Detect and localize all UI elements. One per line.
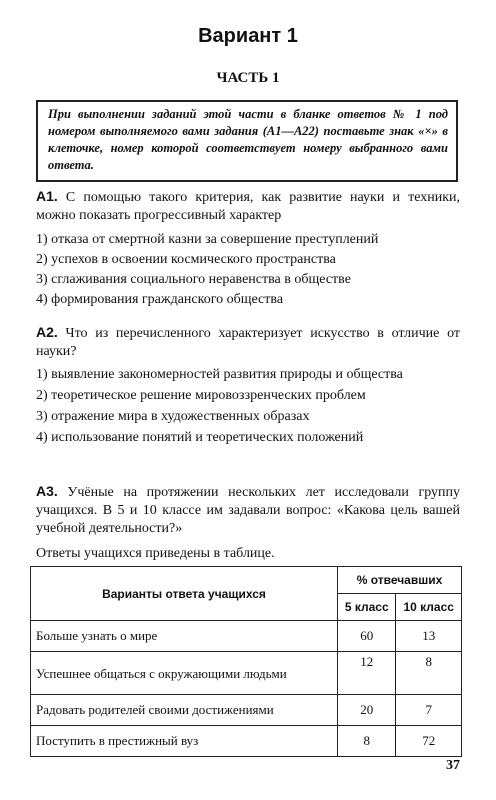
grade10-cell: 72	[396, 726, 462, 757]
grade10-cell: 8	[396, 652, 462, 695]
grade10-header: 10 класс	[396, 594, 462, 621]
a1-option-4: 4) формирования гражданского общества	[36, 292, 284, 307]
grade5-cell: 12	[338, 652, 396, 695]
a2-option-3: 3) отражение мира в художественных образах	[36, 409, 310, 424]
question-a2	[36, 323, 460, 450]
question-a2-label: А2.	[36, 324, 58, 340]
grade5-cell: 60	[338, 621, 396, 652]
question-a3-stem: Учёные на протяжении нескольких лет исследовали группу учащихся. В 5 и 10 классе им задавали вопрос: «Какова цель вашей учебной деятельности?»	[36, 485, 460, 536]
answer-cell: Поступить в престижный вуз	[31, 726, 338, 757]
question-a3-label: А3.	[36, 483, 58, 499]
table-row	[31, 726, 462, 757]
percent-group-header: % отвечавших	[338, 567, 462, 594]
answer-column-header: Варианты ответа учащихся	[31, 567, 338, 621]
question-a1	[36, 187, 460, 311]
answer-cell: Радовать родителей своими достижениями	[31, 695, 338, 726]
a2-option-4: 4) использование понятий и теоретических положений	[36, 430, 364, 445]
table-header-row	[31, 567, 462, 594]
page-number: 37	[446, 758, 460, 773]
grade10-cell: 13	[396, 621, 462, 652]
grade5-cell: 8	[338, 726, 396, 757]
instructions-box: При выполнении заданий этой части в бланке ответов № 1 под номером выполняемого вами задания (А1—А22) поставьте знак «×» в клеточке, номер которой соответствует номеру выбранного вами ответа.	[36, 100, 458, 182]
table-row	[31, 652, 462, 695]
question-a3-text	[36, 482, 460, 538]
part-title: ЧАСТЬ 1	[216, 70, 280, 86]
grade10-cell: 7	[396, 695, 462, 726]
answer-cell: Больше узнать о мире	[31, 621, 338, 652]
question-a1-stem: С помощью такого критерия, как развитие науки и техники, можно показать прогрессивный характер	[36, 190, 460, 223]
grade5-cell: 20	[338, 695, 396, 726]
a2-option-1: 1) выявление закономерностей развития природы и общества	[36, 367, 403, 382]
question-a2-text	[36, 323, 460, 361]
table-row	[31, 695, 462, 726]
question-a1-label: А1.	[36, 188, 58, 204]
table-intro: Ответы учащихся приведены в таблице.	[36, 546, 275, 561]
question-a2-stem: Что из перечисленного характеризует искусство в отличие от науки?	[36, 326, 460, 359]
a2-option-2: 2) теоретическое решение мировоззренческих проблем	[36, 388, 366, 403]
table-row	[31, 621, 462, 652]
grade5-header: 5 класс	[338, 594, 396, 621]
variant-title: Вариант 1	[198, 25, 298, 47]
question-a3	[36, 482, 460, 563]
question-a1-text	[36, 187, 460, 225]
a1-option-3: 3) сглаживания социального неравенства в обществе	[36, 272, 351, 287]
a1-option-2: 2) успехов в освоении космического пространства	[36, 252, 336, 267]
answer-cell: Успешнее общаться с окружающими людьми	[31, 652, 338, 695]
a1-option-1: 1) отказа от смертной казни за совершение преступлений	[36, 232, 379, 247]
results-table	[30, 566, 462, 757]
